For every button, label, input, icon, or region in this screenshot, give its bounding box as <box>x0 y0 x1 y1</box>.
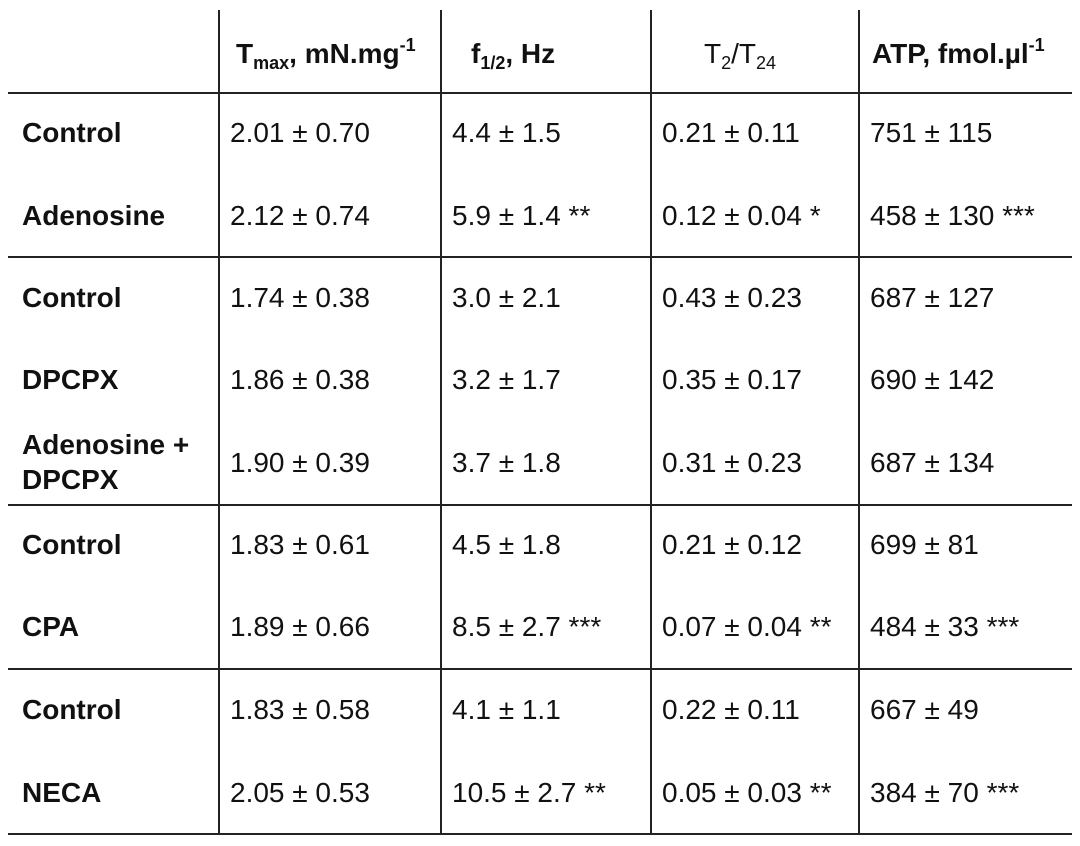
group-rule-3 <box>8 668 1072 670</box>
cell-atp: 484 ± 33 *** <box>870 611 1020 642</box>
cell-t2-t24: 0.43 ± 0.23 <box>662 282 802 313</box>
cell-f12: 3.7 ± 1.8 <box>452 447 561 478</box>
row-label: NECA <box>22 777 102 808</box>
cell-tmax: 1.74 ± 0.38 <box>230 282 370 313</box>
column-divider-2 <box>440 10 442 834</box>
cell-tmax: 2.01 ± 0.70 <box>230 117 370 148</box>
cell-tmax: 2.05 ± 0.53 <box>230 777 370 808</box>
cell-atp: 699 ± 81 <box>870 529 979 560</box>
cell-tmax: 1.83 ± 0.61 <box>230 529 370 560</box>
bottom-rule <box>8 833 1072 835</box>
row-label: Control <box>22 117 122 148</box>
row-label: Control <box>22 529 122 560</box>
header-atp: ATP, fmol.µl$^{-1}$ <box>872 35 1045 69</box>
group-rule-2 <box>8 504 1072 506</box>
header-rule <box>8 92 1072 94</box>
cell-atp: 687 ± 127 <box>870 282 995 313</box>
cell-tmax: 1.89 ± 0.66 <box>230 611 370 642</box>
cell-f12: 4.5 ± 1.8 <box>452 529 561 560</box>
cell-t2-t24: 0.22 ± 0.11 <box>662 694 800 725</box>
cell-f12: 4.1 ± 1.1 <box>452 694 561 725</box>
group-rule-1 <box>8 256 1072 258</box>
header-t2-t24: $T_2/T_{24}$ <box>704 38 777 73</box>
row-label: Control <box>22 282 122 313</box>
cell-tmax: 1.86 ± 0.38 <box>230 364 370 395</box>
cell-t2-t24: 0.21 ± 0.11 <box>662 117 800 148</box>
cell-f12: 10.5 ± 2.7 ** <box>452 777 606 808</box>
cell-tmax: 1.90 ± 0.39 <box>230 447 370 478</box>
row-label: CPA <box>22 611 80 642</box>
cell-atp: 384 ± 70 *** <box>870 777 1020 808</box>
cell-f12: 4.4 ± 1.5 <box>452 117 561 148</box>
cell-atp: 751 ± 115 <box>870 117 993 148</box>
cell-t2-t24: 0.12 ± 0.04 * <box>662 200 821 231</box>
cell-f12: 5.9 ± 1.4 ** <box>452 200 591 231</box>
row-label: Adenosine + <box>22 429 190 460</box>
cell-t2-t24: 0.07 ± 0.04 ** <box>662 611 832 642</box>
cell-t2-t24: 0.35 ± 0.17 <box>662 364 802 395</box>
row-label: Control <box>22 694 122 725</box>
cell-atp: 667 ± 49 <box>870 694 979 725</box>
row-label-line2: DPCPX <box>22 464 119 495</box>
cell-t2-t24: 0.05 ± 0.03 ** <box>662 777 832 808</box>
column-divider-1 <box>218 10 220 834</box>
column-divider-3 <box>650 10 652 834</box>
column-divider-4 <box>858 10 860 834</box>
cell-t2-t24: 0.21 ± 0.12 <box>662 529 802 560</box>
cell-t2-t24: 0.31 ± 0.23 <box>662 447 802 478</box>
cell-tmax: 1.83 ± 0.58 <box>230 694 370 725</box>
row-label: Adenosine <box>22 200 166 231</box>
cell-f12: 3.0 ± 2.1 <box>452 282 561 313</box>
header-tmax: $T_{max}$, $mN.mg^{-1}$ <box>236 35 416 73</box>
cell-f12: 3.2 ± 1.7 <box>452 364 561 395</box>
header-f12: $f_{1/2}$, Hz <box>471 38 556 73</box>
cell-atp: 687 ± 134 <box>870 447 995 478</box>
row-label: DPCPX <box>22 364 119 395</box>
cell-atp: 690 ± 142 <box>870 364 995 395</box>
cell-tmax: 2.12 ± 0.74 <box>230 200 370 231</box>
cell-atp: 458 ± 130 *** <box>870 200 1035 231</box>
cell-f12: 8.5 ± 2.7 *** <box>452 611 602 642</box>
